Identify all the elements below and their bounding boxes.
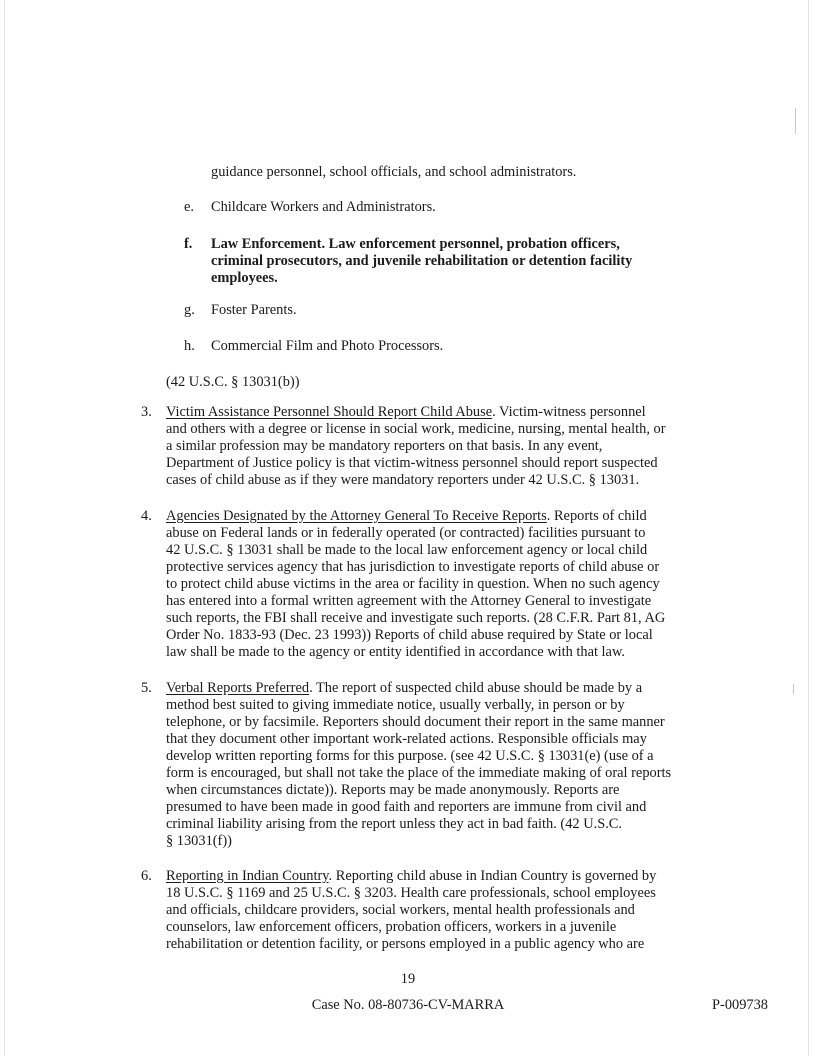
item-line: Order No. 1833-93 (Dec. 23 1993)) Reports of child abuse required by State or local bbox=[166, 627, 653, 643]
continuation-line: guidance personnel, school officials, and school administrators. bbox=[211, 164, 577, 180]
bates-number: P-009738 bbox=[712, 997, 768, 1013]
item-line: Department of Justice policy is that victim-witness personnel should report suspected bbox=[166, 455, 658, 471]
list-item-text: Foster Parents. bbox=[211, 302, 297, 318]
item-line: Reporting in Indian Country. Reporting child abuse in Indian Country is governed by bbox=[166, 868, 657, 884]
list-item-text: Commercial Film and Photo Processors. bbox=[211, 338, 444, 354]
item-number: 6. bbox=[141, 868, 152, 884]
list-marker: g. bbox=[184, 302, 195, 318]
statute-citation: (42 U.S.C. § 13031(b)) bbox=[166, 374, 300, 390]
item-line: counselors, law enforcement officers, probation officers, workers in a juvenile bbox=[166, 919, 617, 935]
item-number: 3. bbox=[141, 404, 152, 420]
page-number: 19 bbox=[400, 971, 416, 987]
item-line: develop written reporting forms for this purpose. (see 42 U.S.C. § 13031(e) (use of a bbox=[166, 748, 654, 764]
item-line: method best suited to giving immediate notice, usually verbally, in person or by bbox=[166, 697, 625, 713]
scan-speck bbox=[795, 108, 796, 134]
item-body bbox=[166, 868, 686, 953]
item-number: 4. bbox=[141, 508, 152, 524]
item-line: 42 U.S.C. § 13031 shall be made to the local law enforcement agency or local child bbox=[166, 542, 648, 558]
item-line: cases of child abuse as if they were mandatory reporters under 42 U.S.C. § 13031. bbox=[166, 472, 640, 488]
list-marker: h. bbox=[184, 338, 195, 354]
item-line: telephone, or by facsimile. Reporters should document their report in the same manner bbox=[166, 714, 665, 730]
item-line: law shall be made to the agency or entity identified in accordance with that law. bbox=[166, 644, 625, 660]
item-line: Verbal Reports Preferred. The report of suspected child abuse should be made by a bbox=[166, 680, 643, 696]
item-line: and others with a degree or license in social work, medicine, nursing, mental health, or bbox=[166, 421, 666, 437]
item-line: to protect child abuse victims in the area or facility in question. When no such agency bbox=[166, 576, 660, 592]
item-line: protective services agency that has jurisdiction to investigate reports of child abuse or bbox=[166, 559, 660, 575]
item-heading: Victim Assistance Personnel Should Report Child Abuse bbox=[166, 404, 493, 420]
item-heading: Verbal Reports Preferred bbox=[166, 680, 310, 696]
item-line: a similar profession may be mandatory reporters on that basis. In any event, bbox=[166, 438, 603, 454]
item-body bbox=[166, 680, 686, 850]
list-marker: f. bbox=[184, 236, 193, 252]
item-line: criminal liability arising from the report unless they act in bad faith. (42 U.S.C. bbox=[166, 816, 623, 832]
item-line: 18 U.S.C. § 1169 and 25 U.S.C. § 3203. Health care professionals, school employees bbox=[166, 885, 656, 901]
scan-right-edge bbox=[808, 0, 809, 1056]
item-line: and officials, childcare providers, social workers, mental health professionals and bbox=[166, 902, 635, 918]
list-item-text: Law Enforcement. Law enforcement personnel, probation officers, criminal prosecutors, and juvenile rehabilitation or detention facility employees. bbox=[211, 236, 633, 286]
item-line: rehabilitation or detention facility, or persons employed in a public agency who are bbox=[166, 936, 645, 952]
item-line: presumed to have been made in good faith and reporters are immune from civil and bbox=[166, 799, 647, 815]
scan-speck bbox=[793, 684, 794, 694]
item-body bbox=[166, 508, 686, 661]
item-body bbox=[166, 404, 686, 489]
item-line: has entered into a formal written agreement with the Attorney General to investigate bbox=[166, 593, 652, 609]
item-line: form is encouraged, but shall not take the place of the immediate making of oral reports bbox=[166, 765, 672, 781]
scan-left-edge bbox=[4, 0, 5, 1056]
item-heading: Agencies Designated by the Attorney General To Receive Reports bbox=[166, 508, 547, 524]
item-line: Victim Assistance Personnel Should Report Child Abuse. Victim-witness personnel bbox=[166, 404, 646, 420]
item-line: that they document other important work-related actions. Responsible officials may bbox=[166, 731, 647, 747]
item-line: such reports, the FBI shall receive and investigate such reports. (28 C.F.R. Part 81, AG bbox=[166, 610, 666, 626]
item-heading: Reporting in Indian Country bbox=[166, 868, 329, 884]
case-number: Case No. 08-80736-CV-MARRA bbox=[311, 997, 505, 1013]
list-item-text: Childcare Workers and Administrators. bbox=[211, 199, 436, 215]
item-line: abuse on Federal lands or in federally operated (or contracted) facilities pursuant to bbox=[166, 525, 646, 541]
item-line: § 13031(f)) bbox=[166, 833, 232, 849]
item-line: when circumstances dictate)). Reports may be made anonymously. Reports are bbox=[166, 782, 620, 798]
item-line: Agencies Designated by the Attorney General To Receive Reports. Reports of child bbox=[166, 508, 647, 524]
list-marker: e. bbox=[184, 199, 194, 215]
item-number: 5. bbox=[141, 680, 152, 696]
